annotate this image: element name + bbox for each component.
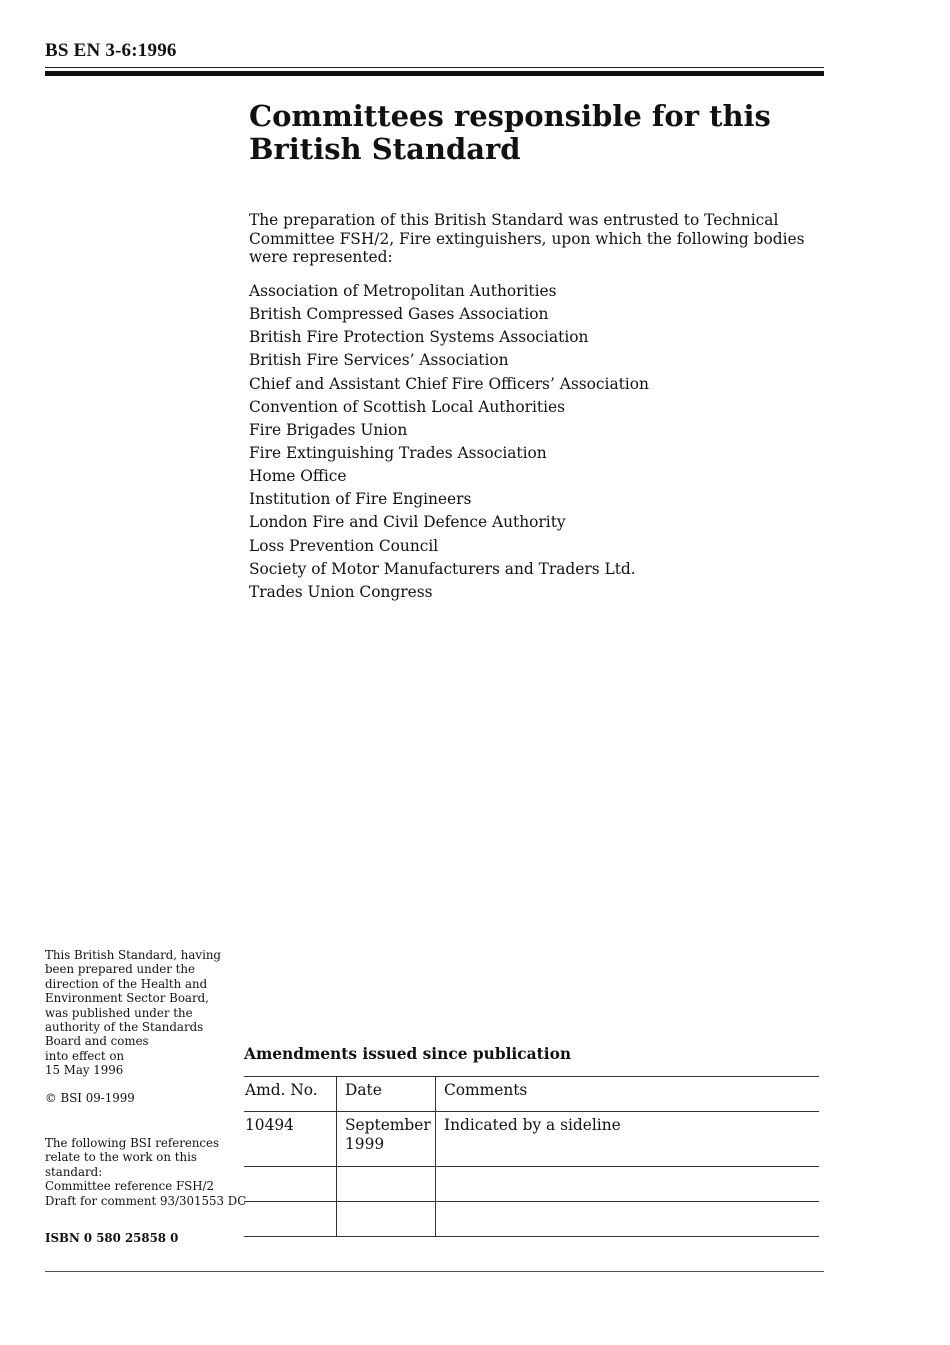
comments-cell <box>436 1202 820 1237</box>
copyright-note <box>45 1091 135 1105</box>
page-title-line-1: Committees responsible for this <box>249 99 771 133</box>
publication-note-line: was published under the <box>45 1005 193 1020</box>
publication-note-line: Environment Sector Board, <box>45 991 209 1006</box>
page-title-line-2: British Standard <box>249 132 521 166</box>
date-cell <box>337 1202 436 1237</box>
references-line: Committee reference FSH/2 <box>45 1179 215 1194</box>
isbn: ISBN 0 580 25858 0 <box>45 1231 179 1245</box>
date-line-2: 1999 <box>345 1135 385 1153</box>
body-item: British Compressed Gases Association <box>249 305 549 324</box>
body-item: Chief and Assistant Chief Fire Officers’ Association <box>249 374 649 393</box>
table-row <box>244 1202 819 1237</box>
body-item: Trades Union Congress <box>249 582 433 601</box>
references-line: relate to the work on this <box>45 1150 197 1165</box>
amendments-header-row <box>244 1077 819 1112</box>
header-rule-thick <box>45 71 824 76</box>
amendments-table <box>244 1076 819 1237</box>
publication-note-line: 15 May 1996 <box>45 1063 124 1078</box>
comments-cell <box>436 1167 820 1202</box>
body-item: Convention of Scottish Local Authorities <box>249 397 566 416</box>
table-row <box>244 1112 819 1167</box>
amd-no-cell <box>244 1202 337 1237</box>
date-cell <box>337 1112 436 1167</box>
body-item: British Fire Services’ Association <box>249 351 509 370</box>
body-item: Society of Motor Manufacturers and Traders Ltd. <box>249 559 636 578</box>
represented-bodies-list <box>249 280 649 604</box>
body-item: Institution of Fire Engineers <box>249 490 472 509</box>
publication-note <box>45 948 221 1078</box>
body-item: Home Office <box>249 467 347 486</box>
body-item: Association of Metropolitan Authorities <box>249 282 557 300</box>
bsi-references-note <box>45 1136 246 1208</box>
publication-note-line: Board and comes <box>45 1034 149 1049</box>
body-item: British Fire Protection Systems Association <box>249 328 589 347</box>
page-title <box>249 100 809 166</box>
column-header-comments: Comments <box>436 1077 820 1112</box>
copyright-text: © BSI 09-1999 <box>45 1091 135 1105</box>
table-row <box>244 1167 819 1202</box>
publication-note-line: into effect on <box>45 1048 125 1063</box>
body-item: London Fire and Civil Defence Authority <box>249 513 566 532</box>
intro-paragraph: The preparation of this British Standard was entrusted to Technical Committee FSH/2, Fire extinguishers, upon which the following bodies were represented: <box>249 211 805 266</box>
column-header-amd-no: Amd. No. <box>244 1077 337 1112</box>
amd-no-cell <box>244 1167 337 1202</box>
publication-note-line: authority of the Standards <box>45 1020 204 1035</box>
date-cell <box>337 1167 436 1202</box>
publication-note-line: direction of the Health and <box>45 976 208 991</box>
footer-rule <box>45 1271 824 1272</box>
body-item: Loss Prevention Council <box>249 536 439 555</box>
date-line-1: September <box>345 1116 431 1134</box>
amd-no-cell: 10494 <box>244 1112 337 1167</box>
references-line: Draft for comment 93/301553 DC <box>45 1193 247 1208</box>
body-item: Fire Brigades Union <box>249 420 408 439</box>
body-item: Fire Extinguishing Trades Association <box>249 443 547 462</box>
column-header-date: Date <box>337 1077 436 1112</box>
references-line: The following BSI references <box>45 1136 220 1150</box>
header-rule-thin <box>45 67 824 68</box>
publication-note-line: This British Standard, having <box>45 948 221 962</box>
references-line: standard: <box>45 1164 103 1179</box>
standard-identifier: BS EN 3-6:1996 <box>45 40 177 61</box>
comments-cell: Indicated by a sideline <box>436 1112 820 1167</box>
amendments-heading: Amendments issued since publication <box>244 1045 572 1063</box>
publication-note-line: been prepared under the <box>45 962 195 977</box>
